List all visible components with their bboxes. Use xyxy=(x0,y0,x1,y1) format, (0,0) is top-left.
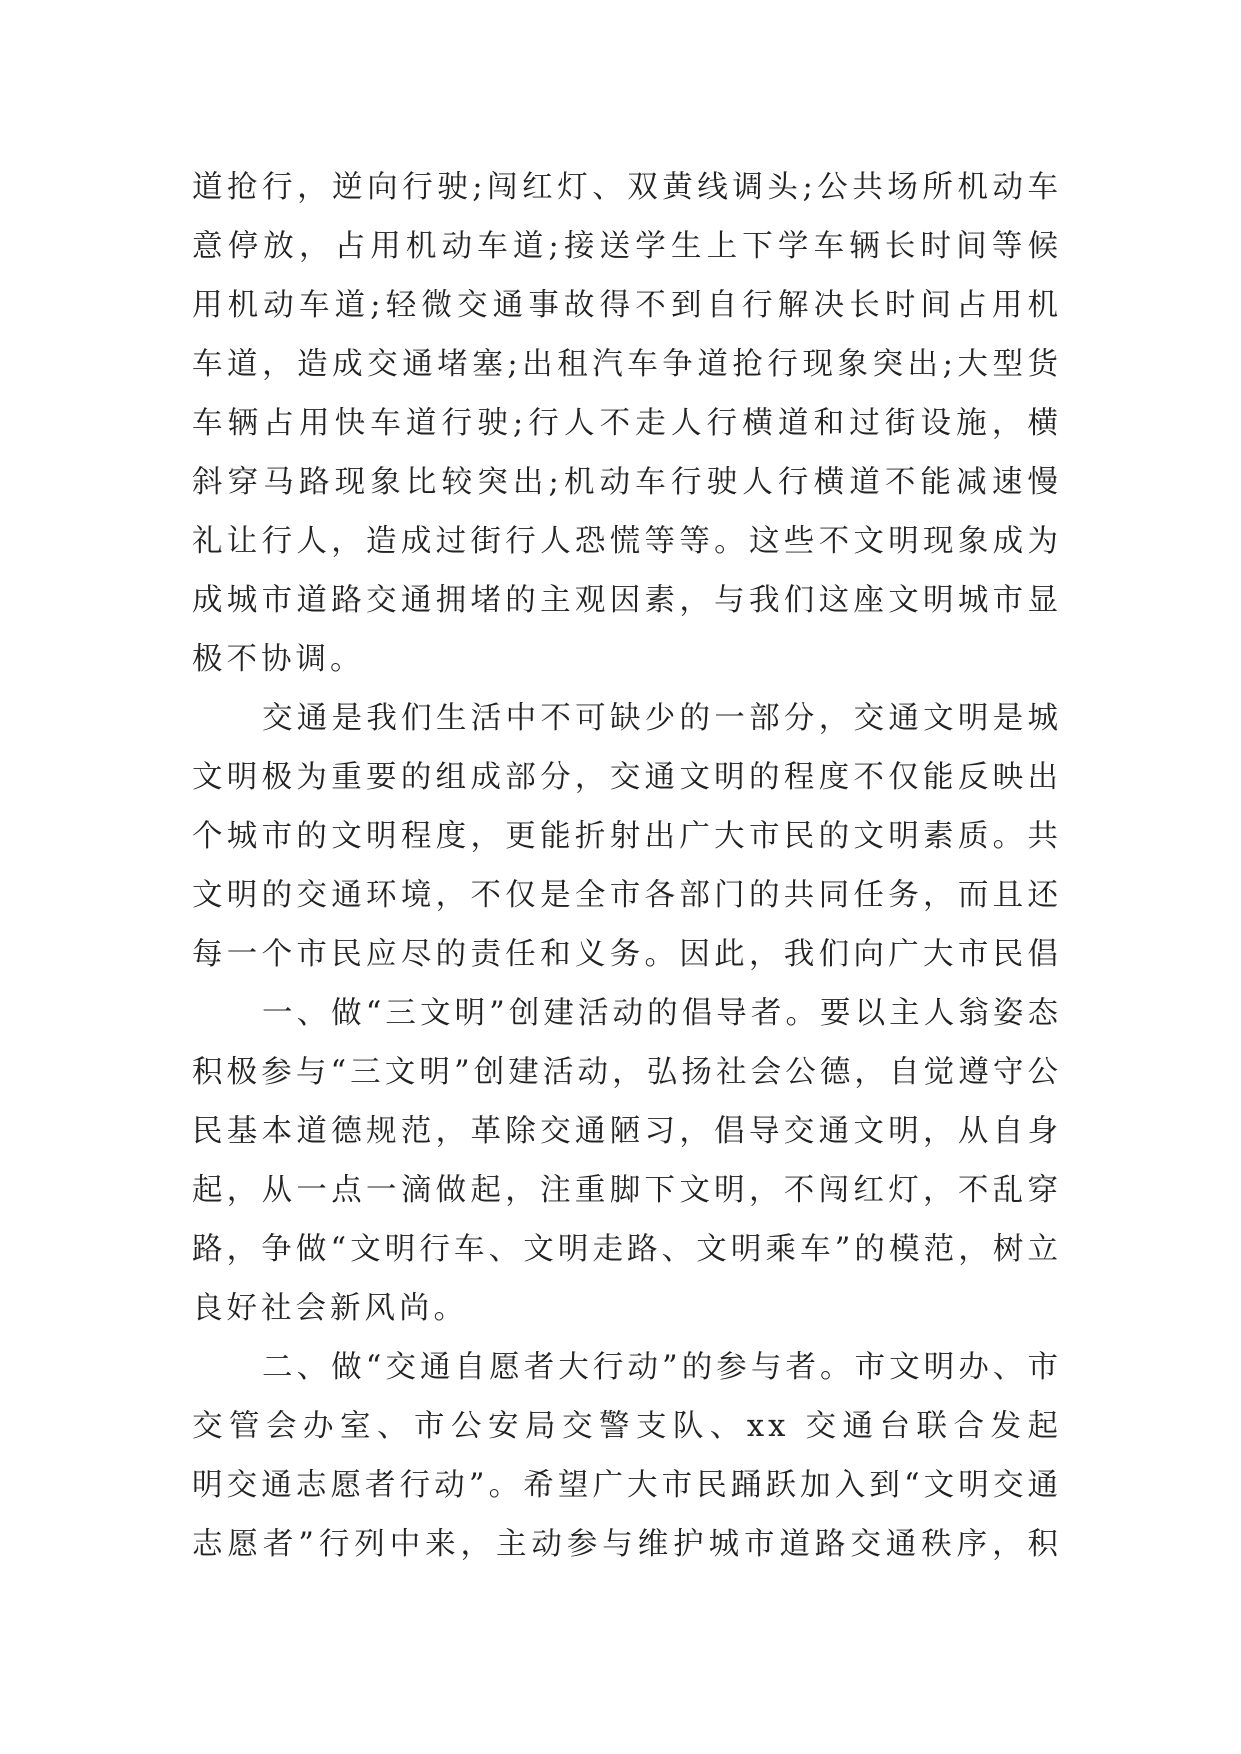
text-line: 明交通志愿者行动”。希望广大市民踊跃加入到“文明交通 xyxy=(192,1468,1062,1503)
paragraph-first-line: 交通是我们生活中不可缺少的一部分，交通文明是城 xyxy=(262,701,1062,736)
text-line: 积极参与“三文明”创建活动，弘扬社会公德，自觉遵守公 xyxy=(192,1055,1062,1090)
text-line: 良好社会新风尚。 xyxy=(192,1291,468,1326)
text-line: 道抢行，逆向行驶;闯红灯、双黄线调头;公共场所机动车 xyxy=(192,170,1062,205)
text-line: 交管会办室、市公安局交警支队、xx 交通台联合发起 xyxy=(192,1409,1062,1444)
text-line: 意停放，占用机动车道;接送学生上下学车辆长时间等候 xyxy=(192,229,1062,264)
text-line: 用机动车道;轻微交通事故得不到自行解决长时间占用机 xyxy=(192,288,1062,323)
text-line: 车道，造成交通堵塞;出租汽车争道抢行现象突出;大型货 xyxy=(192,347,1062,382)
text-line: 起，从一点一滴做起，注重脚下文明，不闯红灯，不乱穿 xyxy=(192,1173,1062,1208)
text-line: 每一个市民应尽的责任和义务。因此，我们向广大市民倡 xyxy=(192,937,1062,972)
text-line: 文明的交通环境，不仅是全市各部门的共同任务，而且还 xyxy=(192,878,1062,913)
text-line: 个城市的文明程度，更能折射出广大市民的文明素质。共 xyxy=(192,819,1062,854)
paragraph-first-line: 一、做“三文明”创建活动的倡导者。要以主人翁姿态 xyxy=(262,996,1062,1031)
text-line: 斜穿马路现象比较突出;机动车行驶人行横道不能减速慢 xyxy=(192,465,1062,500)
text-line: 极不协调。 xyxy=(192,642,365,677)
text-line: 路，争做“文明行车、文明走路、文明乘车”的模范，树立 xyxy=(192,1232,1062,1267)
text-line: 志愿者”行列中来，主动参与维护城市道路交通秩序，积 xyxy=(192,1527,1062,1562)
document-body xyxy=(192,158,1062,1574)
text-line: 车辆占用快车道行驶;行人不走人行横道和过街设施，横 xyxy=(192,406,1062,441)
text-line: 成城市道路交通拥堵的主观因素，与我们这座文明城市显 xyxy=(192,583,1062,618)
text-line: 礼让行人，造成过街行人恐慌等等。这些不文明现象成为 xyxy=(192,524,1062,559)
text-line: 民基本道德规范，革除交通陋习，倡导交通文明，从自身 xyxy=(192,1114,1062,1149)
paragraph-first-line: 二、做“交通自愿者大行动”的参与者。市文明办、市 xyxy=(262,1350,1062,1385)
text-line: 文明极为重要的组成部分，交通文明的程度不仅能反映出 xyxy=(192,760,1062,795)
